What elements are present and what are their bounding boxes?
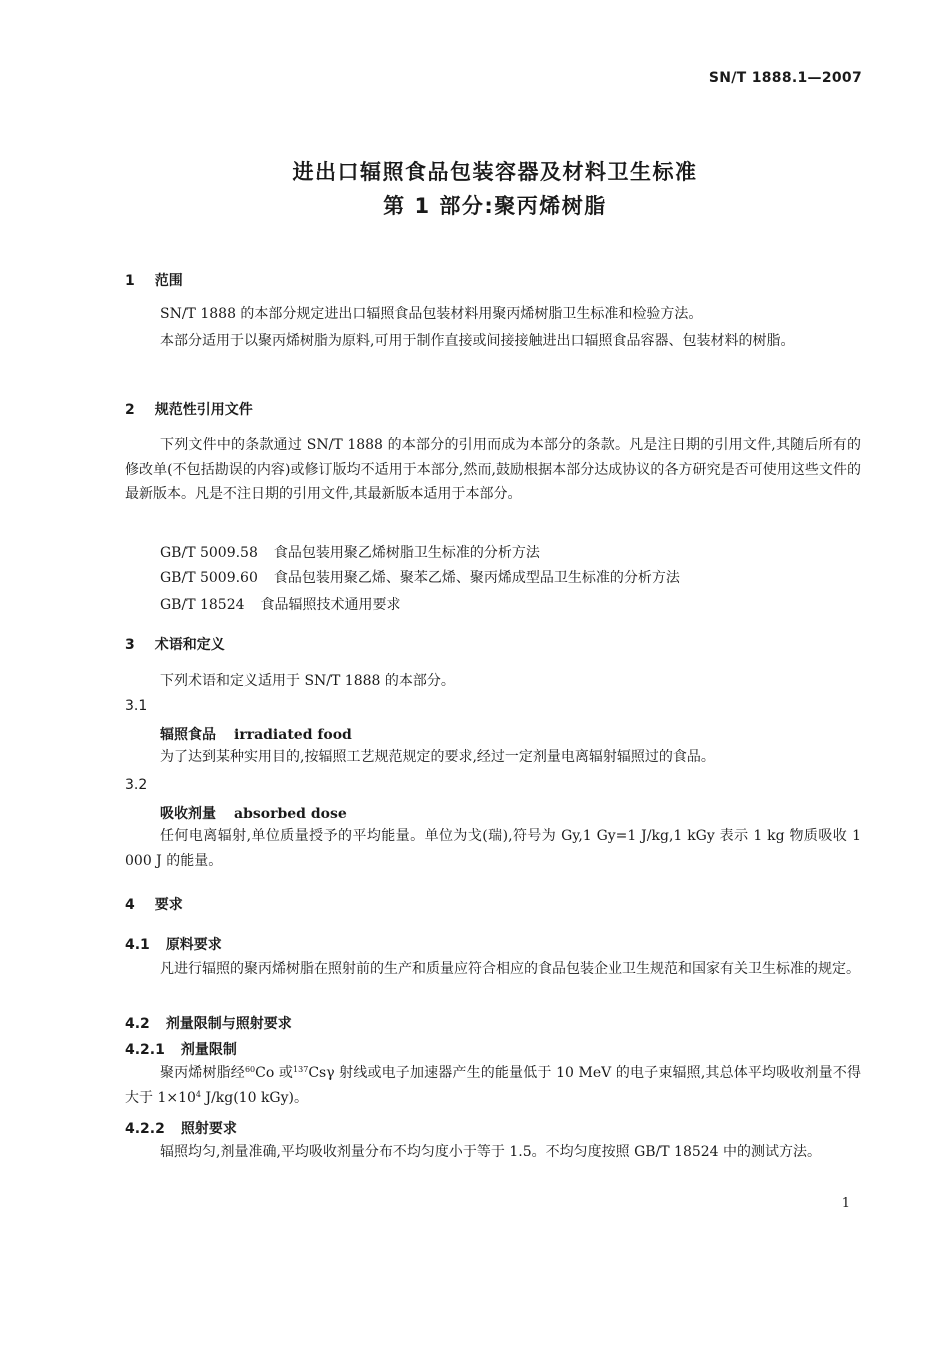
subsection-4-2-heading — [125, 1013, 292, 1033]
isotope-mass-number: 137 — [293, 1065, 309, 1074]
text-run: 聚丙烯树脂经 — [160, 1065, 245, 1081]
section-number: 3 — [125, 637, 135, 653]
doc-title-line2: 第 1 部分:聚丙烯树脂 — [383, 194, 607, 218]
term-number: 3.2 — [125, 777, 148, 793]
subsection-number: 4.1 — [125, 937, 150, 953]
section-3-paragraph: 下列术语和定义适用于 SN/T 1888 的本部分。 — [160, 673, 455, 689]
subsection-4-1-heading — [125, 934, 222, 954]
subsection-4-2-2-heading — [125, 1118, 237, 1138]
reference-code: GB/T 5009.58 — [160, 545, 258, 561]
term-english: irradiated food — [234, 727, 352, 743]
subsection-4-1-paragraph: 凡进行辐照的聚丙烯树脂在照射前的生产和质量应符合相应的食品包装企业卫生规范和国家有关卫生标准的规定。 — [160, 961, 860, 977]
reference-title: 食品包装用聚乙烯树脂卫生标准的分析方法 — [273, 545, 540, 561]
section-1-paragraph-2: 本部分适用于以聚丙烯树脂为原料,可用于制作直接或间接接触进出口辐照食品容器、包装材料的树脂。 — [160, 333, 795, 349]
subsection-title: 剂量限制与照射要求 — [165, 1016, 292, 1032]
subsection-4-2-1-paragraph — [125, 1061, 861, 1110]
reference-title: 食品辐照技术通用要求 — [260, 597, 401, 613]
subsection-title: 照射要求 — [180, 1121, 237, 1137]
page-number: 1 — [841, 1196, 850, 1211]
doc-title-line1: 进出口辐照食品包装容器及材料卫生标准 — [292, 160, 698, 184]
term-number: 3.1 — [125, 698, 148, 714]
term-3-1 — [160, 724, 352, 744]
reference-item — [160, 542, 540, 562]
standard-code: SN/T 1888.1—2007 — [708, 70, 862, 86]
reference-title: 食品包装用聚乙烯、聚苯乙烯、聚丙烯成型品卫生标准的分析方法 — [273, 570, 680, 586]
term-3-2 — [160, 803, 347, 823]
section-title: 术语和定义 — [154, 637, 225, 653]
section-4-heading — [125, 894, 183, 914]
section-number: 1 — [125, 273, 135, 289]
subsection-4-2-1-heading — [125, 1039, 237, 1059]
reference-item — [160, 594, 401, 614]
subsection-title: 剂量限制 — [180, 1042, 237, 1058]
term-chinese: 辐照食品 — [160, 727, 216, 743]
text-run: J/kg(10 kGy)。 — [201, 1089, 308, 1106]
section-title: 要求 — [154, 897, 183, 913]
section-1-heading — [125, 270, 183, 290]
text-run: Csγ 射线或电子加速器产生的能量低于 10 MeV 的电子束辐照,其总体平均吸收剂量不得大于 1×10 — [125, 1065, 861, 1106]
section-2-heading — [125, 399, 253, 419]
subsection-4-2-2-paragraph: 辐照均匀,剂量准确,平均吸收剂量分布不均匀度小于等于 1.5。不均匀度按照 GB/T 18524 中的测试方法。 — [160, 1144, 822, 1160]
section-title: 范围 — [154, 273, 183, 289]
text-run: Co 或 — [255, 1065, 294, 1081]
term-english: absorbed dose — [234, 806, 347, 822]
section-2-paragraph: 下列文件中的条款通过 SN/T 1888 的本部分的引用而成为本部分的条款。凡是注日期的引用文件,其随后所有的修改单(不包括勘误的内容)或修订版均不适用于本部分,然而,鼓励根据本部分达成协议的各方研究是否可使用这些文件的最新版本。凡是不注日期的引用文件,其最新版本适用于本部分。 — [125, 437, 861, 502]
section-3-heading — [125, 634, 225, 654]
isotope-mass-number: 60 — [244, 1065, 256, 1074]
reference-code: GB/T 18524 — [160, 597, 245, 613]
reference-item — [160, 567, 680, 587]
exponent: 4 — [195, 1089, 201, 1099]
term-definition: 为了达到某种实用目的,按辐照工艺规范规定的要求,经过一定剂量电离辐射辐照过的食品。 — [160, 749, 715, 765]
subsection-number: 4.2 — [125, 1016, 150, 1032]
subsection-title: 原料要求 — [165, 937, 222, 953]
section-1-paragraph-1: SN/T 1888 的本部分规定进出口辐照食品包装材料用聚丙烯树脂卫生标准和检验方法。 — [160, 306, 703, 322]
term-chinese: 吸收剂量 — [160, 806, 216, 822]
term-definition: 任何电离辐射,单位质量授予的平均能量。单位为戈(瑞),符号为 Gy,1 Gy=1 J/kg,1 kGy 表示 1 kg 物质吸收 1 000 J 的能量。 — [125, 828, 861, 869]
section-number: 4 — [125, 897, 135, 913]
section-title: 规范性引用文件 — [154, 402, 253, 418]
subsection-number: 4.2.2 — [125, 1121, 165, 1137]
subsection-number: 4.2.1 — [125, 1042, 165, 1058]
reference-code: GB/T 5009.60 — [160, 570, 258, 586]
section-number: 2 — [125, 402, 135, 418]
